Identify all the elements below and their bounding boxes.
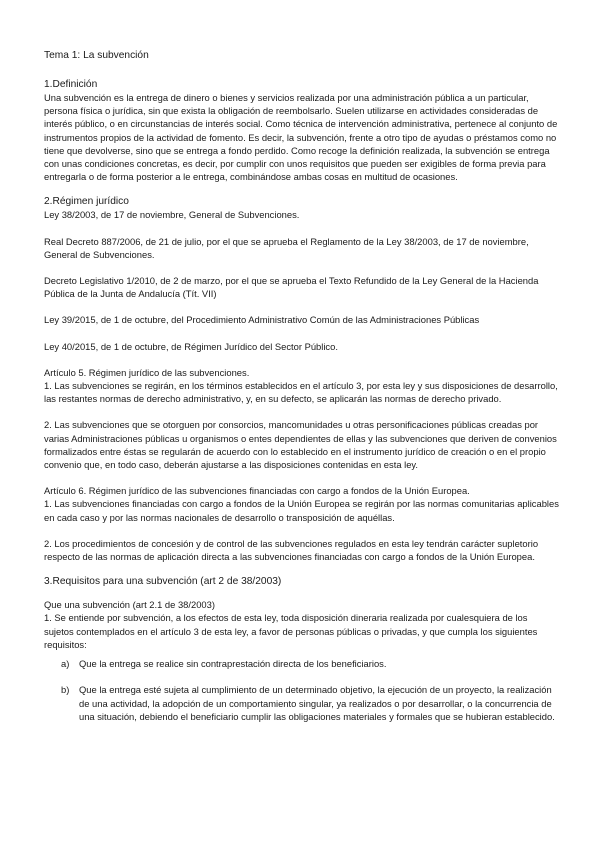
art5-title: Artículo 5. Régimen jurídico de las subvenciones.: [44, 366, 250, 378]
list-item-text: Que la entrega se realice sin contraprestación directa de los beneficiarios.: [79, 658, 387, 670]
section-heading-definicion: 1.Definición: [44, 79, 98, 90]
art6-title: Artículo 6. Régimen jurídico de las subvenciones financiadas con cargo a fondos de la Unión Europea.: [44, 485, 470, 497]
list-marker: b): [61, 684, 70, 696]
list-item: [44, 683, 559, 723]
art5-paragraph-1: 1. Las subvenciones se regirán, en los términos establecidos en el artículo 3, por esta ley y sus disposiciones de desarrollo, las restantes normas de derecho administrativo, y, en su defecto, se aplicarán las normas de derecho privado.: [44, 380, 558, 405]
document-page: [44, 49, 559, 736]
ley40-paragraph: Ley 40/2015, de 1 de octubre, de Régimen Jurídico del Sector Público.: [44, 340, 338, 352]
art5-paragraph-2: 2. Las subvenciones que se otorguen por consorcios, mancomunidades u otras personificaciones públicas creadas por varias Administraciones públicas u organismos o entes dependientes de ellas y las subvenciones que deriven de convenios formalizados entre éstas se regularán de acuerdo con lo establecido en el instrumento jurídico de creación o en el propio convenio que, en todo caso, deberán ajustarse a las disposiciones contenidas en esta ley.: [44, 419, 557, 471]
section-heading-requisitos: 3.Requisitos para una subvención (art 2 de 38/2003): [44, 576, 282, 588]
list-item: [44, 657, 559, 670]
dl1-paragraph: Decreto Legislativo 1/2010, de 2 de marzo, por el que se aprueba el Texto Refundido de la Ley General de la Hacienda Pública de la Junta de Andalucía (Tít. VII): [44, 275, 539, 300]
art6-paragraph-2: 2. Los procedimientos de concesión y de control de las subvenciones regulados en esta ley tendrán carácter supletorio respecto de las normas de aplicación directa a las subvenciones financiadas con cargo a fondos de la Unión Europea.: [44, 537, 539, 563]
section-heading-regimen: 2.Régimen jurídico: [44, 196, 129, 208]
art6-paragraph-1: 1. Las subvenciones financiadas con cargo a fondos de la Unión Europea se regirán por las normas comunitarias aplicables en cada caso y por las normas nacionales de desarrollo o transposición de aquéllas.: [44, 498, 559, 523]
requisitos-list: [44, 657, 559, 723]
requisitos-subtitle: Que una subvención (art 2.1 de 38/2003): [44, 599, 215, 611]
rd887-paragraph: Real Decreto 887/2006, de 21 de julio, por el que se aprueba el Reglamento de la Ley 38/2003, de 17 de noviembre, General de Subvenciones.: [44, 235, 529, 260]
ley39-paragraph: Ley 39/2015, de 1 de octubre, del Procedimiento Administrativo Común de las Administraciones Públicas: [44, 314, 480, 326]
ley38-paragraph: Ley 38/2003, de 17 de noviembre, General de Subvenciones.: [44, 209, 300, 221]
document-title: Tema 1: La subvención: [44, 50, 149, 61]
list-marker: a): [61, 658, 70, 670]
list-item-text: Que la entrega esté sujeta al cumplimiento de un determinado objetivo, la ejecución de un proyecto, la realización de una actividad, la adopción de un comportamiento singular, ya realizados o por desarrollar, o la concurrencia de una situación, debiendo el beneficiario cumplir las obligaciones materiales y formales que se hubieran establecido.: [79, 684, 555, 722]
definicion-paragraph: Una subvención es la entrega de dinero o bienes y servicios realizada por una administración pública a un particular, persona física o jurídica, sin que exista la obligación de reembolsarlo. Suelen utilizarse en actividades consideradas de interés público, o en circunstancias de interés social. Como técnica de intervención administrativa, pertenece al conjunto de instrumentos propios de la actividad de fomento. Es decir, la subvención, frente a otro tipo de ayudas o préstamos como no tiene que devolverse, sino que se entrega a fondo perdido. Como recoge la definición realizada, la subvención se entrega con unas condiciones concretas, es decir, por cumplir con unos requisitos que pueden ser exigibles de forma previa para entregarla o de forma posterior a le entrega, combinándose ambas cosas en multitud de ocasiones.: [44, 92, 558, 183]
requisitos-intro: 1. Se entiende por subvención, a los efectos de esta ley, toda disposición dineraria realizada por cualesquiera de los sujetos contemplados en el artículo 3 de esta ley, a favor de personas públicas o privadas, y que cumpla los siguientes requisitos:: [44, 612, 538, 650]
